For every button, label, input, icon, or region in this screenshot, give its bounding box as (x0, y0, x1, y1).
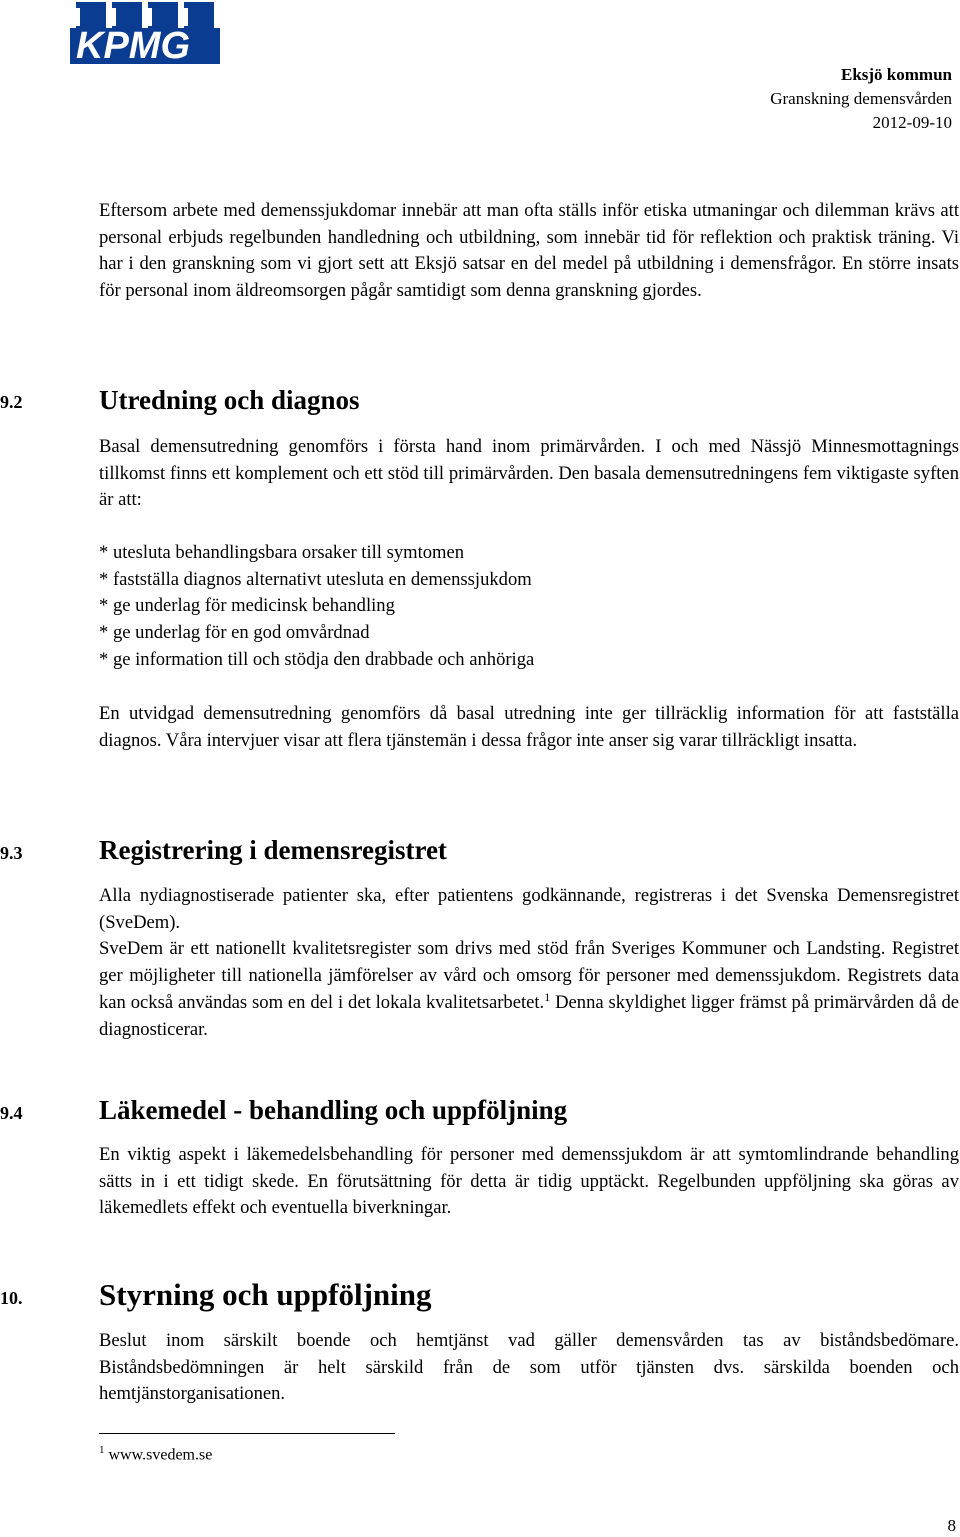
page-number: 8 (947, 1516, 956, 1535)
list-item: * ge underlag för medicinsk behandling (99, 595, 395, 617)
list-item: * utesluta behandlingsbara orsaker till symtomen (99, 542, 465, 563)
section-paragraph: Basal demensutredning genomförs i första hand inom primärvården. I och med Nässjö Minnesmottagnings tillkomst finns ett komplement och ett stöd till primärvården. Den basala demensutredningens fem viktigaste syften är att: (99, 436, 959, 511)
list-item: * ge underlag för en god omvårdnad (99, 622, 370, 644)
section-paragraph: En viktig aspekt i läkemedelsbehandling för personer med demenssjukdom är att symtomlindrande behandling sätts in i ett tidigt skede. En förutsättning för detta är tidig upptäckt. Regelbunden uppföljning ska göras av läkemedlets effekt och eventuella biverkningar. (99, 1144, 959, 1219)
header-meta (770, 63, 952, 135)
section-paragraph: En utvidgad demensutredning genomförs då basal utredning inte ger tillräcklig information för att fastställa diagnos. Våra intervjuer visar att flera tjänstemän i dessa frågor inte anser sig varar tillräckligt insatta. (99, 703, 959, 751)
organization-name: Eksjö kommun (840, 65, 952, 84)
footnote-link-text: www.svedem.se (108, 1446, 213, 1464)
footnote-divider (99, 1433, 395, 1434)
kpmg-logo (70, 2, 226, 68)
section-title: Styrning och uppföljning (99, 1277, 432, 1312)
intro-paragraph: Eftersom arbete med demenssjukdomar innebär att man ofta ställs inför etiska utmaningar och dilemman krävs att personal erbjuds regelbunden handledning och utbildning, som innebär tid för reflektion och praktisk träning. Vi har i den granskning som vi gjort sett att Eksjö satsar en del medel på utbildning i demensfrågor. En större insats för personal inom äldreomsorgen pågår samtidigt som denna granskning gjordes. (99, 200, 959, 302)
section-number: 9.2 (0, 392, 23, 412)
section-title: Läkemedel - behandling och uppföljning (99, 1095, 568, 1125)
footnote-reference: 1 (544, 989, 551, 1004)
list-item: * fastställa diagnos alternativt utesluta en demenssjukdom (99, 568, 532, 590)
purpose-list (99, 540, 534, 674)
section-title: Registrering i demensregistret (99, 835, 447, 865)
section-number: 10. (0, 1288, 23, 1308)
section-title: Utredning och diagnos (99, 385, 360, 415)
section-number: 9.3 (0, 843, 23, 863)
report-date: 2012-09-10 (872, 113, 952, 132)
footnote: $^1$ www.svedem.se (99, 1444, 213, 1464)
list-item: * ge information till och stödja den drabbade och anhöriga (99, 648, 535, 670)
section-paragraph: Beslut inom särskilt boende och hemtjänst vad gäller demensvården tas av biståndsbedömare. Biståndsbedömningen är helt särskild från de som utför tjänsten dvs. särskilda boenden och hemtjänstorganisationen. (99, 1330, 959, 1405)
report-title: Granskning demensvården (770, 89, 952, 108)
section-paragraph: Alla nydiagnostiserade patienter ska, efter patientens godkännande, registreras i det Svenska Demensregistret (SveDem). SveDem är ett nationellt kvalitetsregister som drivs med stöd från Sveriges Kommuner och Landsting. Registret ger möjligheter till nationella jämförelser av vård och omsorg för personer med demenssjukdom. Registrets data kan också användas som en del i det lokala kvalitetsarbetet.$^1$ Denna skyldighet ligger främst på primärvården då de diagnosticerar. (99, 885, 960, 1040)
logo-wordmark: KPMG (76, 25, 190, 67)
section-number: 9.4 (0, 1103, 23, 1123)
